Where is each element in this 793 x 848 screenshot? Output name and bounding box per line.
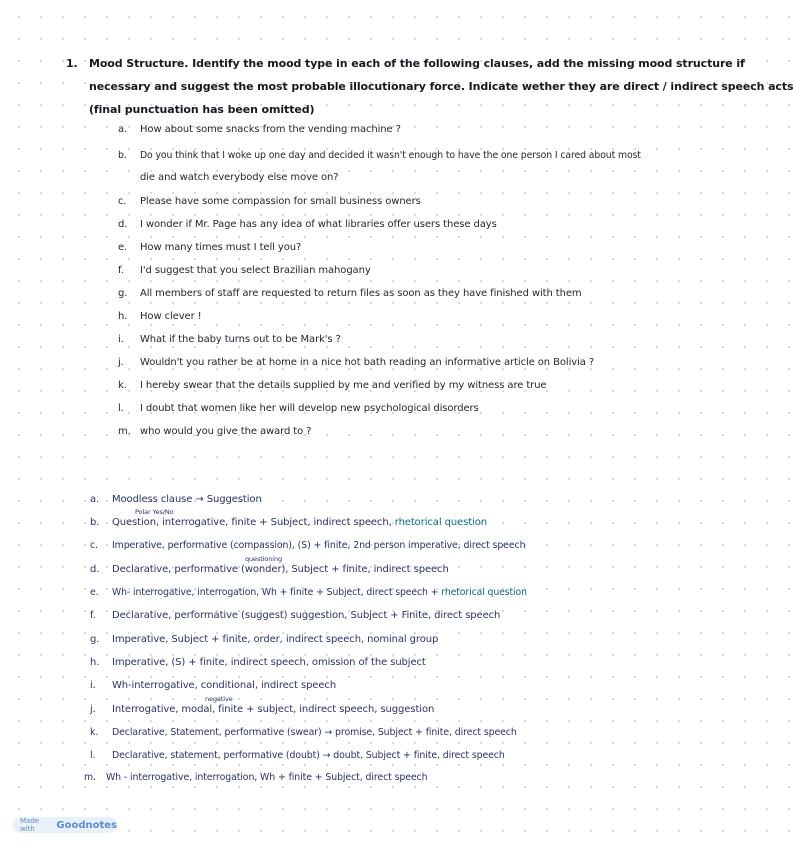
question-heading	[66, 52, 793, 121]
sentence-item: j. Wouldn't you rather be at home in a nice hot bath reading an informative article on Bolivia ?	[118, 357, 595, 368]
sentence-item: m. who would you give the award to ?	[118, 426, 312, 437]
sentence-item: c. Please have some compassion for small business owners	[118, 196, 421, 207]
badge-prefix: Made with	[20, 817, 40, 833]
answer-item: h. Imperative, (S) + finite, indirect speech, omission of the subject	[90, 657, 426, 668]
answer-item: f. Declarative, performative (suggest) suggestion, Subject + Finite, direct speech	[90, 610, 501, 621]
answer-item: g. Imperative, Subject + finite, order, indirect speech, nominal group	[90, 634, 439, 645]
answer-item: m. Wh - interrogative, interrogation, Wh + finite + Subject, direct speech	[84, 772, 428, 783]
sentence-item: g. All members of staff are requested to return files as soon as they have finished with them	[118, 288, 582, 299]
answer-item: k. Declarative, Statement, performative (swear) → promise, Subject + finite, direct speech	[90, 727, 517, 738]
sentence-item: a. How about some snacks from the vending machine ?	[118, 124, 401, 135]
question-line: 1. Mood Structure. Identify the mood type in each of the following clauses, add the missing mood structure if	[66, 52, 626, 75]
sentence-item: h. How clever !	[118, 311, 202, 322]
sentence-item: e. How many times must I tell you?	[118, 242, 302, 253]
answer-item: l. Declarative, statement, performative (doubt) → doubt, Subject + finite, direct speech	[90, 750, 505, 761]
answer-item: d. Declarative, performative (wonder), Subject + finite, indirect speech	[90, 564, 449, 575]
sentence-item: k. I hereby swear that the details supplied by me and verified by my witness are true	[118, 380, 547, 391]
sentence-item: i. What if the baby turns out to be Mark's ?	[118, 334, 341, 345]
annotation-questioning: questioning	[245, 555, 283, 563]
question-number: 1.	[66, 57, 78, 70]
answer-item: c. Imperative, performative (compassion), (S) + finite, 2nd person imperative, direct speech	[90, 540, 526, 551]
answer-item: b. Question, interrogative, finite + Subject, indirect speech, rhetorical question	[90, 517, 487, 528]
goodnotes-badge	[13, 817, 117, 833]
answer-item: e. Wh- interrogative, interrogation, Wh + finite + Subject, direct speech + rhetorical question	[90, 587, 527, 598]
question-line: (final punctuation has been omitted)	[89, 103, 315, 116]
sentence-item: d. I wonder if Mr. Page has any idea of what libraries offer users these days	[118, 219, 497, 230]
answer-item: j. Interrogative, modal, finite + subject, indirect speech, suggestion	[90, 704, 435, 715]
answer-item: a. Moodless clause → Suggestion	[90, 494, 262, 505]
sentence-item: b. Do you think that I woke up one day and decided it wasn't enough to have the one person I cared about most	[118, 150, 641, 161]
sentence-item: f. I'd suggest that you select Brazilian mahogany	[118, 265, 371, 276]
answer-item: i. Wh-interrogative, conditional, indirect speech	[90, 680, 337, 691]
sentence-item-continued: die and watch everybody else move on?	[140, 172, 339, 183]
annotation-negative: negative	[205, 695, 233, 703]
badge-brand: Goodnotes	[56, 819, 117, 831]
sentence-item: l. I doubt that women like her will develop new psychological disorders	[118, 403, 479, 414]
annotation-polar: Polar Yes/No	[135, 508, 174, 516]
question-line: necessary and suggest the most probable illocutionary force. Indicate wether they are direct / indirect speech acts	[89, 80, 793, 93]
